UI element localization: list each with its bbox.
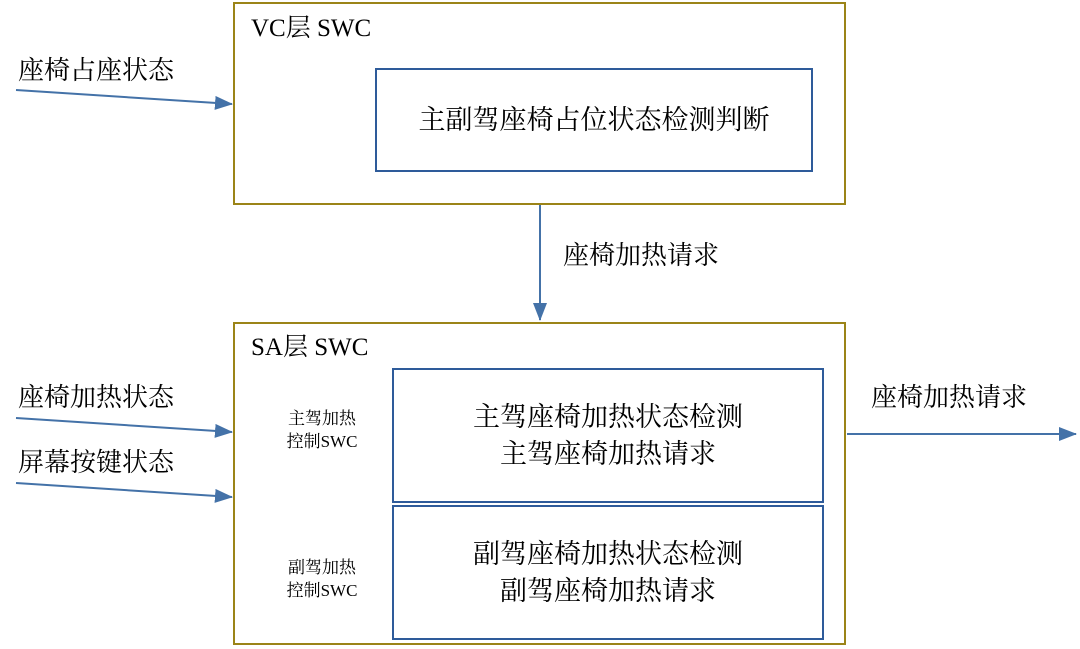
driver-heat-control-swc-label-line1: 主驾加热 <box>288 409 356 428</box>
label-seat-heat-state: 座椅加热状态 <box>18 383 175 412</box>
passenger-seat-heat-state-text: 副驾座椅加热状态检测 <box>473 539 743 570</box>
passenger-seat-heat-request-text: 副驾座椅加热请求 <box>500 575 716 606</box>
label-heat-request-middle: 座椅加热请求 <box>563 241 720 270</box>
label-heat-request-right: 座椅加热请求 <box>871 383 1028 412</box>
passenger-heat-control-swc-label-line1: 副驾加热 <box>288 558 356 577</box>
label-screen-key-state: 屏幕按键状态 <box>18 448 175 477</box>
sa-layer-title: SA层 SWC <box>251 334 369 361</box>
vc-inner-text: 主副驾座椅占位状态检测判断 <box>418 104 770 135</box>
passenger-seat-heat-block <box>392 505 824 640</box>
driver-seat-heat-state-text: 主驾座椅加热状态检测 <box>473 402 743 433</box>
vc-inner-block <box>375 68 813 172</box>
driver-heat-control-swc-label-line2: 控制SWC <box>286 431 358 451</box>
label-seat-occupancy: 座椅占座状态 <box>18 56 175 85</box>
passenger-heat-control-swc-label <box>262 557 382 603</box>
driver-heat-control-swc-label <box>262 408 382 454</box>
passenger-heat-control-swc-label-line2: 控制SWC <box>286 580 358 600</box>
driver-seat-heat-block <box>392 368 824 503</box>
driver-seat-heat-request-text: 主驾座椅加热请求 <box>500 438 716 469</box>
vc-layer-title: VC层 SWC <box>251 15 372 42</box>
